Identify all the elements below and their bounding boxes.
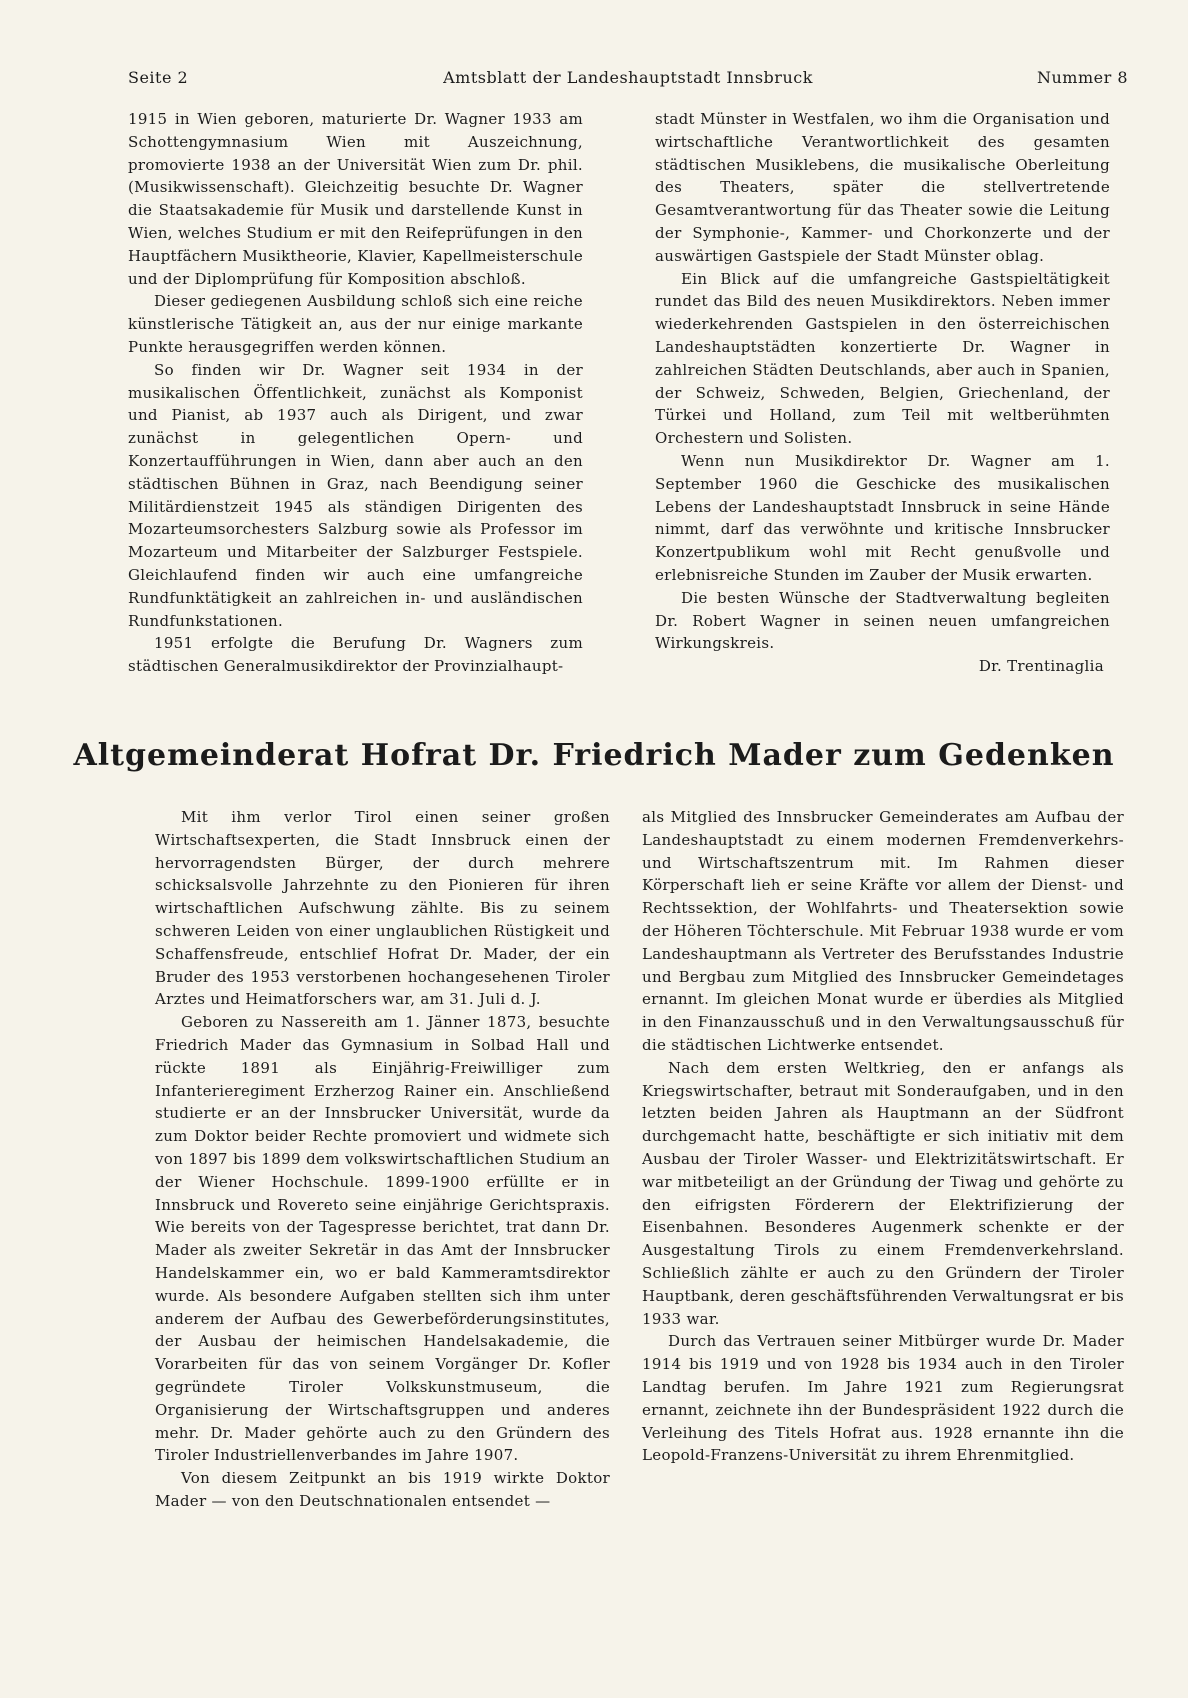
page-label: Seite 2 (128, 68, 189, 87)
publication-title: Amtsblatt der Landeshauptstadt Innsbruck (443, 68, 813, 87)
article2-headline: Altgemeinderat Hofrat Dr. Friedrich Mader zum Gedenken (73, 738, 1115, 773)
paragraph: stadt Münster in Westfalen, wo ihm die Organisation und wirtschaftliche Verantwortlichkeit des gesamten städtischen Musiklebens, die musikalische Oberleitung des Theaters, später die stellvertretende Gesamtverantwortung für das Theater sowie die Leitung der Symphonie-, Kammer- und Chorkonzerte und der auswärtigen Gastspiele der Stadt Münster oblag. (655, 110, 1110, 265)
paragraph: Durch das Vertrauen seiner Mitbürger wurde Dr. Mader 1914 bis 1919 und von 1928 bis 1934 auch in den Tiroler Landtag berufen. Im Jahre 1921 zum Regierungsrat ernannt, zeichnete ihn der Bundespräsident 1922 durch die Verleihung des Titels Hofrat aus. 1928 ernannte ihn die Leopold-Franzens-Universität zu ihrem Ehrenmitglied. (642, 1332, 1124, 1465)
page-header (128, 68, 1128, 88)
paragraph: Ein Blick auf die umfangreiche Gastspieltätigkeit rundet das Bild des neuen Musikdirektors. Neben immer wiederkehrenden Gastspielen in den österreichischen Landeshauptstädten konzertierte Dr. Wagner in zahlreichen Städten Deutschlands, aber auch in Spanien, der Schweiz, Schweden, Belgien, Griechenland, der Türkei und Holland, zum Teil mit weltberühmten Orchestern und Solisten. (655, 269, 1110, 448)
article1-column-right (655, 108, 1110, 678)
paragraph: 1915 in Wien geboren, maturierte Dr. Wagner 1933 am Schottengymnasium Wien mit Auszeichnung, promovierte 1938 an der Universität Wien zum Dr. phil. (Musikwissenschaft). Gleichzeitig besuchte Dr. Wagner die Staatsakademie für Musik und darstellende Kunst in Wien, welches Studium er mit den Reifeprüfungen in den Hauptfächern Musiktheorie, Klavier, Kapellmeisterschule und der Diplomprüfung für Komposition abschloß. (128, 110, 583, 288)
paragraph: Von diesem Zeitpunkt an bis 1919 wirkte Doktor Mader — von den Deutschnationalen entsendet — (155, 1469, 610, 1510)
paragraph: Nach dem ersten Weltkrieg, den er anfangs als Kriegswirtschafter, betraut mit Sonderaufgaben, und in den letzten beiden Jahren als Hauptmann an der Südfront durchgemacht hatte, beschäftigte er sich initiativ mit dem Ausbau der Tiroler Wasser- und Elektrizitätswirtschaft. Er war mitbeteiligt an der Gründung der Tiwag und gehörte zu den eifrigsten Förderern der Elektrifizierung der Eisenbahnen. Besonderes Augenmerk schenkte er der Ausgestaltung Tirols zu einem Fremdenverkehrsland. Schließlich zählte er auch zu den Gründern der Tiroler Hauptbank, deren geschäftsführenden Verwaltungsrat er bis 1933 war. (642, 1058, 1124, 1328)
signature: Dr. Trentinaglia (978, 657, 1104, 676)
paragraph: So finden wir Dr. Wagner seit 1934 in der musikalischen Öffentlichkeit, zunächst als Komponist und Pianist, ab 1937 auch als Dirigent, und zwar zunächst in gelegentlichen Opern- und Konzertaufführungen in Wien, dann aber auch an den städtischen Bühnen in Graz, nach Beendigung seiner Militärdienstzeit 1945 als ständigen Dirigenten des Mozarteumsorchesters Salzburg sowie als Professor im Mozarteum und Mitarbeiter der Salzburger Festspiele. Gleichlaufend finden wir auch eine umfangreiche Rundfunktätigkeit an zahlreichen in- und ausländischen Rundfunkstationen. (128, 360, 583, 630)
paragraph: Dieser gediegenen Ausbildung schloß sich eine reiche künstlerische Tätigkeit an, aus der nur einige markante Punkte herausgegriffen werden können. (128, 292, 583, 356)
article1-column-left (128, 108, 583, 678)
article2-column-left (155, 806, 610, 1513)
paragraph: Geboren zu Nassereith am 1. Jänner 1873, besuchte Friedrich Mader das Gymnasium in Solbad Hall und rückte 1891 als Einjährig-Freiwilliger zum Infanterieregiment Erzherzog Rainer ein. Anschließend studierte er an der Innsbrucker Universität, wurde da zum Doktor beider Rechte promoviert und widmete sich von 1897 bis 1899 dem volkswirtschaftlichen Studium an der Wiener Hochschule. 1899-1900 erfüllte er in Innsbruck und Rovereto seine einjährige Gerichtspraxis. Wie bereits von der Tagespresse berichtet, trat dann Dr. Mader als zweiter Sekretär in das Amt der Innsbrucker Handelskammer ein, wo er bald Kammeramtsdirektor wurde. Als besondere Aufgaben stellten sich ihm unter anderem der Aufbau des Gewerbeförderungsinstitutes, der Ausbau der heimischen Handelsakademie, die Vorarbeiten für das von seinem Vorgänger Dr. Kofler gegründete Tiroler Volkskunstmuseum, die Organisierung der Wirtschaftsgruppen und anderes mehr. Dr. Mader gehörte auch zu den Gründern des Tiroler Industriellenverbandes im Jahre 1907. (155, 1013, 610, 1465)
paragraph: 1951 erfolgte die Berufung Dr. Wagners zum städtischen Generalmusikdirektor der Provinzialhaupt- (128, 634, 583, 676)
paragraph: Mit ihm verlor Tirol einen seiner großen Wirtschaftsexperten, die Stadt Innsbruck einen der hervorragendsten Bürger, der durch mehrere schicksalsvolle Jahrzehnte zu den Pionieren für ihren wirtschaftlichen Aufschwung zählte. Bis zu seinem schweren Leiden von einer unglaublichen Rüstigkeit und Schaffensfreude, entschlief Hofrat Dr. Mader, der ein Bruder des 1953 verstorbenen hochangesehenen Tiroler Arztes und Heimatforschers war, am 31. Juli d. J. (155, 808, 610, 1009)
paragraph: Wenn nun Musikdirektor Dr. Wagner am 1. September 1960 die Geschicke des musikalischen Lebens der Landeshauptstadt Innsbruck in seine Hände nimmt, darf das verwöhnte und kritische Innsbrucker Konzertpublikum wohl mit Recht genußvolle und erlebnisreiche Stunden im Zauber der Musik erwarten. (655, 451, 1110, 584)
paragraph: Die besten Wünsche der Stadtverwaltung begleiten Dr. Robert Wagner in seinen neuen umfangreichen Wirkungskreis. (655, 588, 1110, 653)
paragraph: als Mitglied des Innsbrucker Gemeinderates am Aufbau der Landeshauptstadt zu einem modernen Fremdenverkehrs- und Wirtschaftszentrum mit. Im Rahmen dieser Körperschaft lieh er seine Kräfte vor allem der Dienst- und Rechtssektion, der Wohlfahrts- und Theatersektion sowie der Höheren Töchterschule. Mit Februar 1938 wurde er vom Landeshauptmann als Vertreter des Berufsstandes Industrie und Bergbau zum Mitglied des Innsbrucker Gemeindetages ernannt. Im gleichen Monat wurde er überdies als Mitglied in den Finanzausschuß und in den Verwaltungsausschuß für die städtischen Lichtwerke entsendet. (642, 808, 1124, 1054)
article2-column-right (642, 806, 1124, 1467)
issue-number: Nummer 8 (1036, 68, 1128, 87)
